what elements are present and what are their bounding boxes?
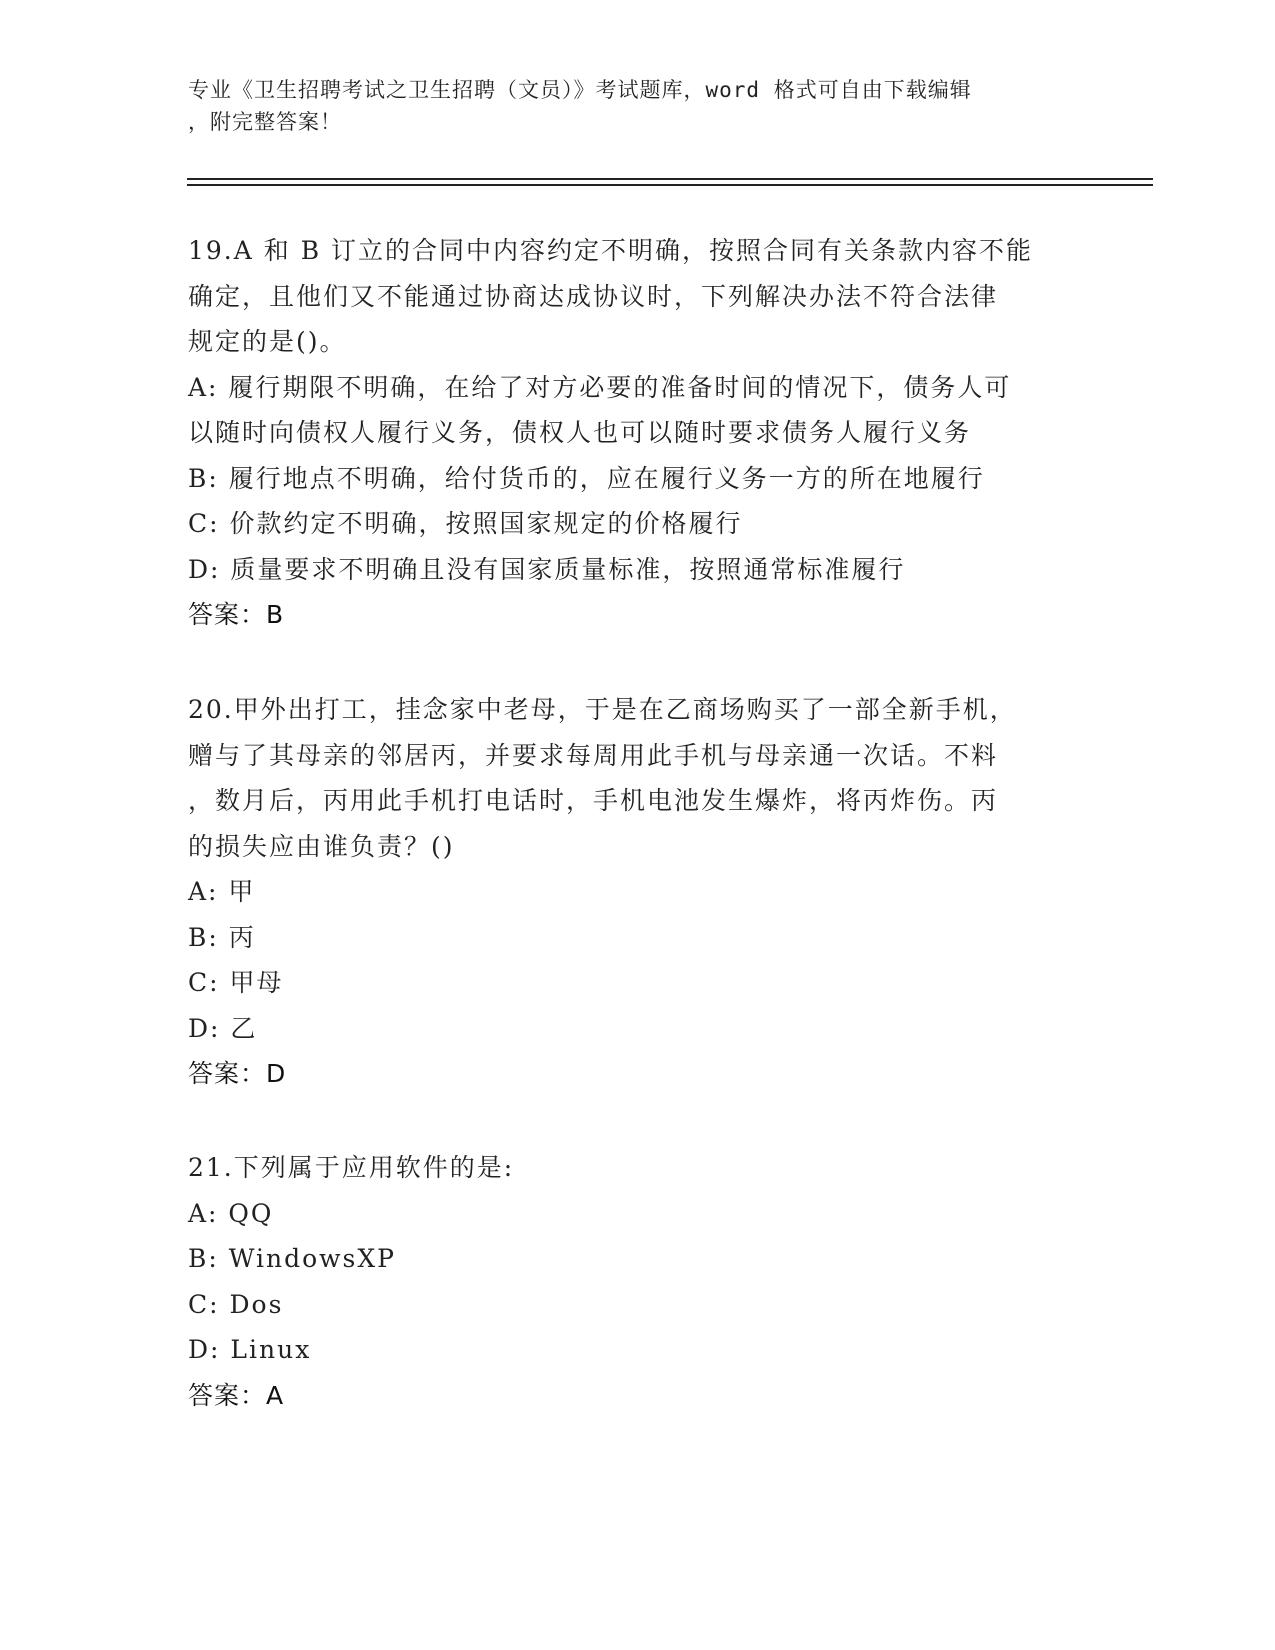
header-divider-bottom (187, 184, 1153, 186)
option-a: A: 甲 (188, 877, 256, 906)
question-text-line: 确定，且他们又不能通过协商达成协议时，下列解决办法不符合法律 (188, 281, 999, 311)
question-text-line: 规定的是()。 (188, 327, 347, 356)
option-c: C: 甲母 (188, 968, 284, 997)
question-text-line: ，数月后，丙用此手机打电话时，手机电池发生爆炸，将丙炸伤。丙 (188, 786, 999, 815)
option-b: B: 丙 (188, 922, 256, 952)
option-c: C: 价款约定不明确，按照国家规定的价格履行 (188, 509, 743, 538)
option-d: D: Linux (188, 1335, 312, 1364)
option-b: B: 履行地点不明确，给付货币的，应在履行义务一方的所在地履行 (188, 463, 985, 493)
document-header: 专业《卫生招聘考试之卫生招聘（文员）》考试题库，word 格式可自由下载编辑 ，附完整答案！ (188, 78, 972, 134)
header-divider-top (187, 178, 1153, 180)
question-text-line: 20.甲外出打工，挂念家中老母，于是在乙商场购买了一部全新手机， (188, 695, 1017, 724)
question-text-line: 19.A 和 B 订立的合同中内容约定不明确，按照合同有关条款内容不能 (188, 236, 1034, 265)
question-19 (188, 228, 1088, 638)
answer-label: 答案：A (188, 1380, 285, 1410)
option-c: C: Dos (188, 1289, 284, 1319)
option-b: B: WindowsXP (188, 1244, 396, 1273)
question-20 (188, 687, 1088, 1097)
option-a: A: 履行期限不明确，在给了对方必要的准备时间的情况下，债务人可 (188, 372, 1012, 402)
question-21 (188, 1145, 1088, 1418)
question-text-line: 的损失应由谁负责？() (188, 831, 455, 861)
option-a-continued: 以随时向债权人履行义务，债权人也可以随时要求债务人履行义务 (188, 418, 972, 447)
question-text-line: 21.下列属于应用软件的是: (188, 1153, 515, 1182)
option-d: D: 质量要求不明确且没有国家质量标准，按照通常标准履行 (188, 554, 906, 584)
question-text-line: 赠与了其母亲的邻居丙，并要求每周用此手机与母亲通一次话。不料 (188, 740, 999, 770)
answer-label: 答案：D (188, 1059, 287, 1088)
option-a: A: QQ (188, 1198, 274, 1228)
answer-label: 答案：B (188, 600, 285, 629)
option-d: D: 乙 (188, 1013, 258, 1043)
